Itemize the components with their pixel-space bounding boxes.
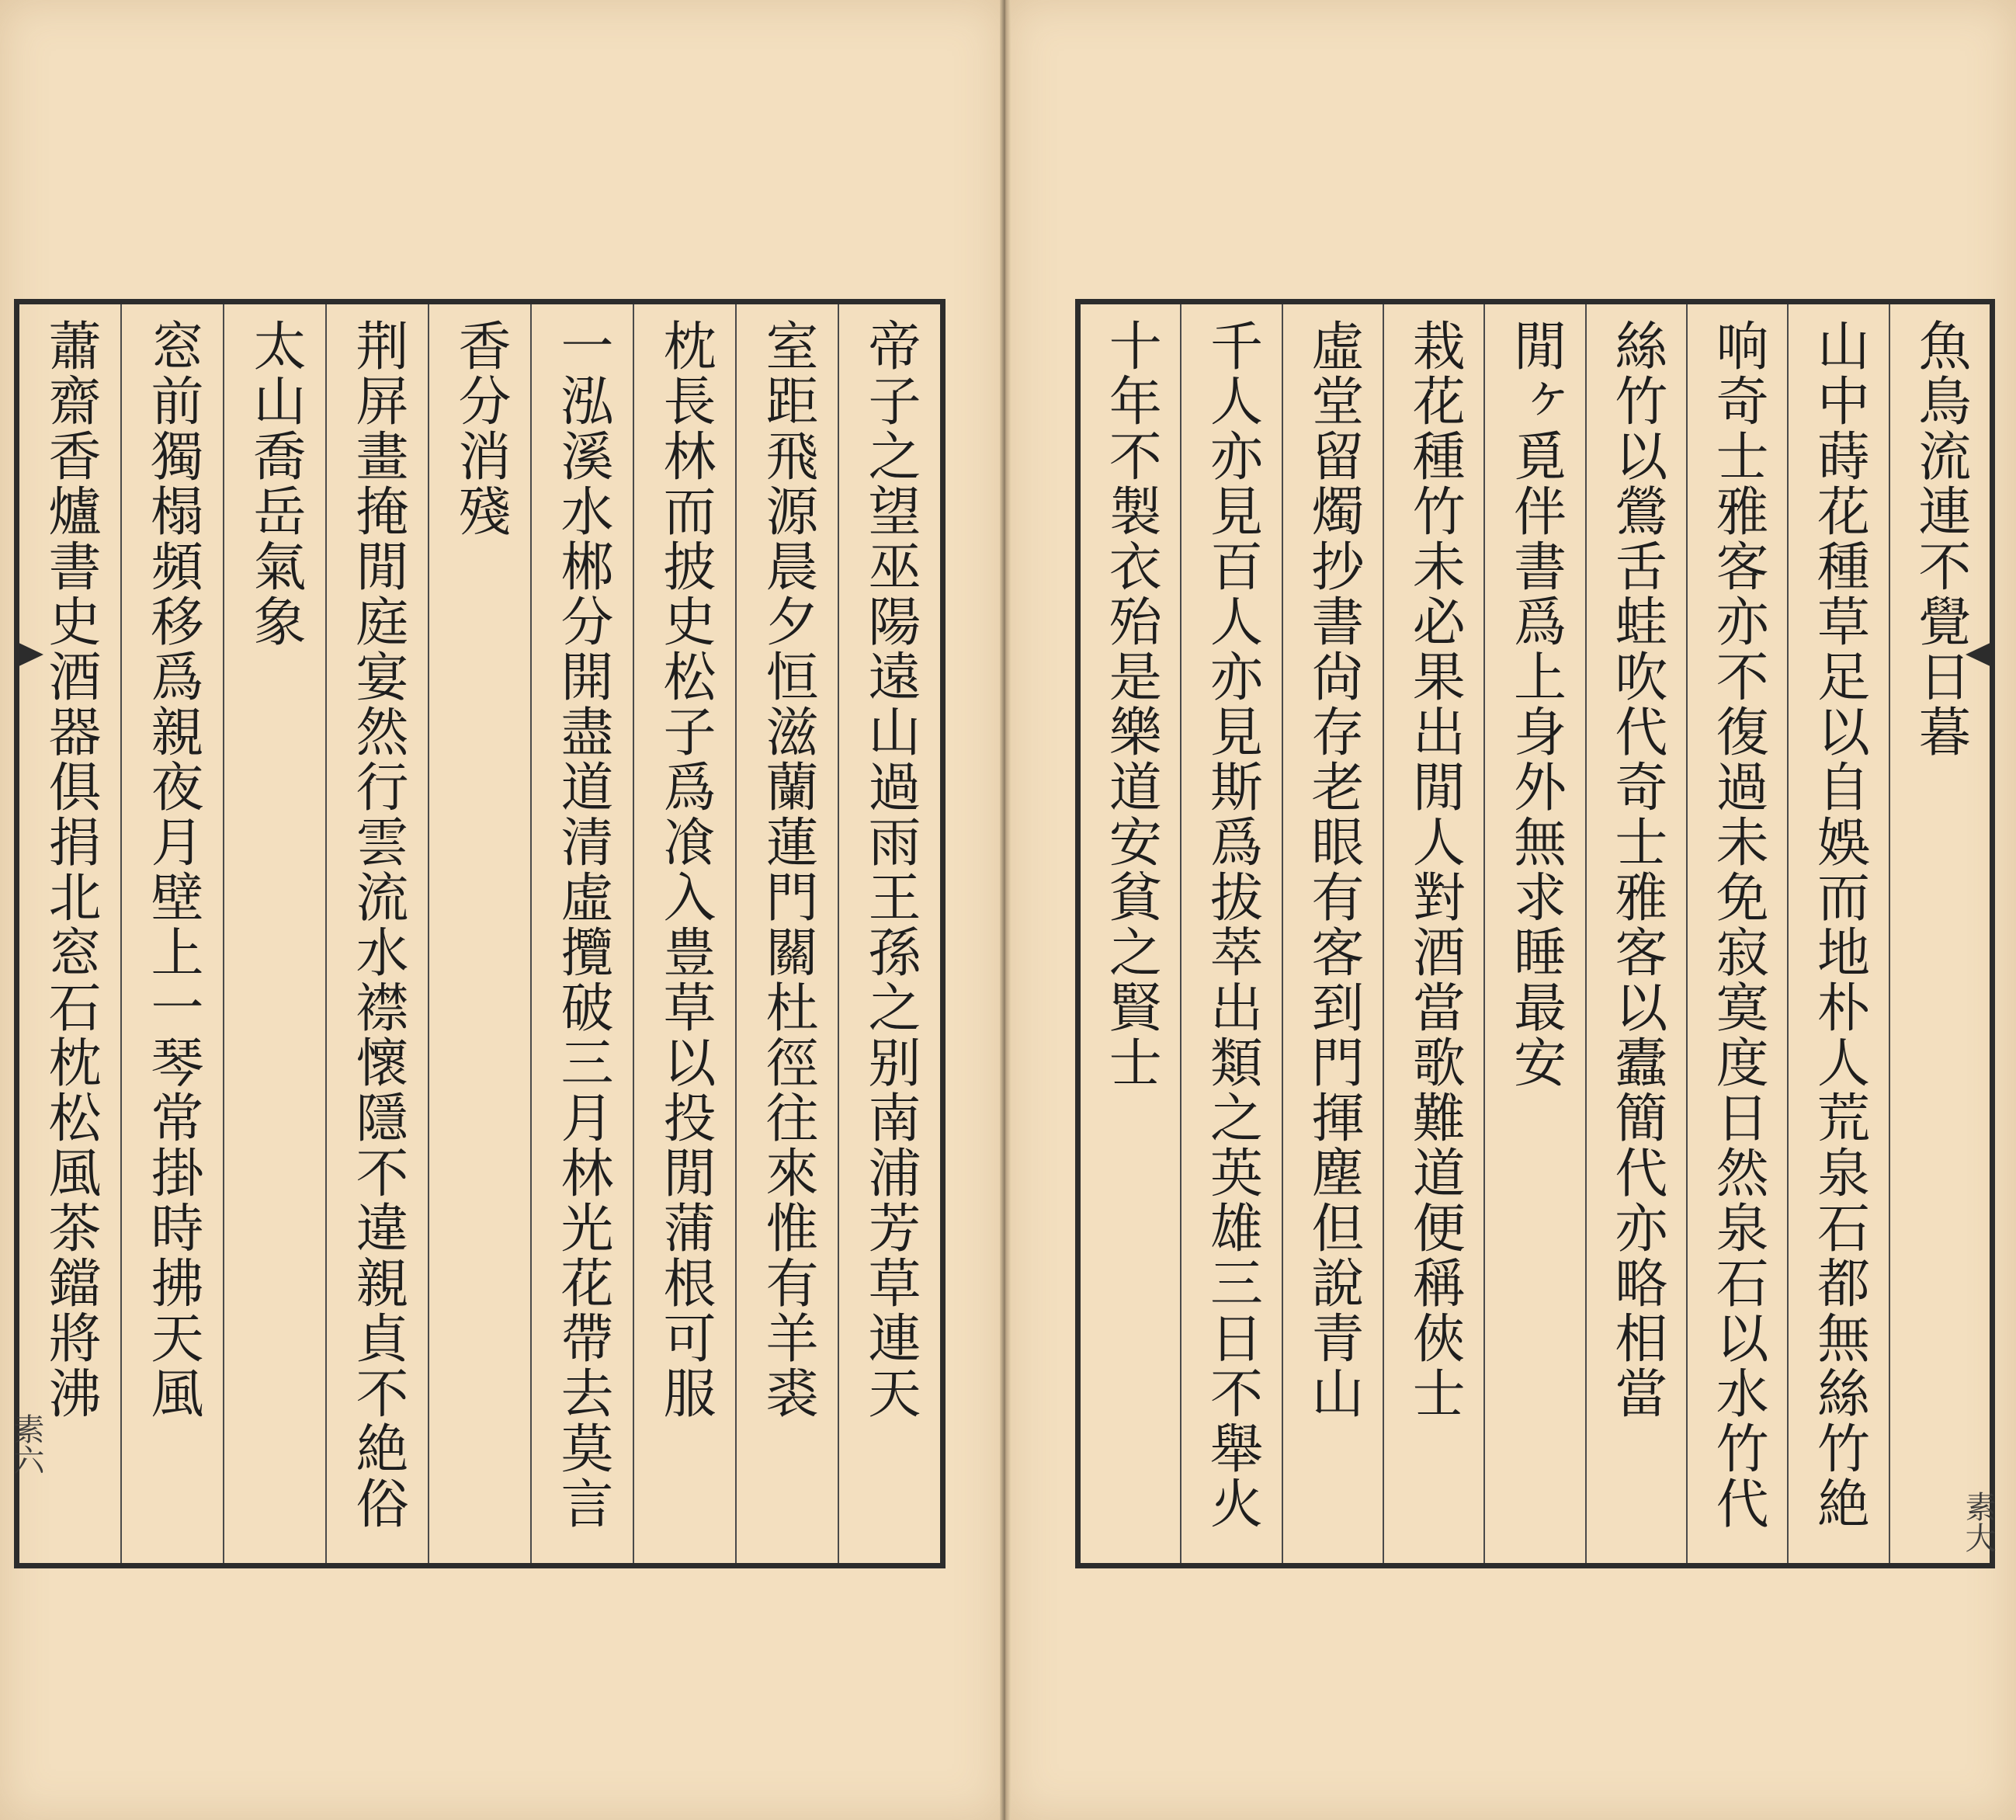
page-margin-mark: 素大 [1960, 1491, 1996, 1553]
text-column [1383, 304, 1483, 1563]
text-column [1483, 304, 1584, 1563]
column-text: 魚鳥流連不覺日暮 [1909, 318, 1971, 759]
column-text: 十年不製衣殆是樂道安貧之賢士 [1100, 318, 1162, 1090]
text-column [1686, 304, 1787, 1563]
column-text: 千人亦見百人亦見斯爲拔萃出類之英雄三日不舉火 [1201, 318, 1263, 1531]
column-text: 窓前獨榻頻移爲親夜月壁上一琴常掛時拂天風 [142, 318, 203, 1421]
text-column [633, 304, 735, 1563]
fishtail-mark [14, 641, 43, 669]
column-text: 虛堂留燭抄書尙存老眼有客到門揮塵但說青山 [1302, 318, 1364, 1421]
text-column [428, 304, 530, 1563]
column-text: 香分消殘 [449, 318, 511, 539]
text-column [19, 304, 120, 1563]
text-column [735, 304, 838, 1563]
column-text: 室距飛源晨夕恒滋蘭蓮門關杜徑往來惟有羊裘 [757, 318, 818, 1421]
fishtail-mark [1966, 641, 1995, 669]
left-text-frame [14, 299, 946, 1568]
column-text: 荆屏畫掩閒庭宴然行雲流水襟懷隱不違親貞不絶俗 [347, 318, 408, 1531]
text-column [1585, 304, 1686, 1563]
page-margin-mark: 素六 [9, 1413, 44, 1475]
column-text: 蕭齋香爐書史酒器俱捐北窓石枕松風茶鐺將沸 [40, 318, 101, 1421]
column-text: 閒ヶ覓伴書爲上身外無求睡最安 [1504, 318, 1567, 1090]
text-column [120, 304, 223, 1563]
text-column [1081, 304, 1180, 1563]
right-text-frame [1075, 299, 1995, 1568]
text-column [1889, 304, 1990, 1563]
column-text: 枕長林而披史松子爲飡入豊草以投閒蒲根可服 [654, 318, 716, 1421]
text-column [1282, 304, 1383, 1563]
column-text: 絲竹以鶯舌蛙吹代奇士雅客以蠹簡代亦略相當 [1605, 318, 1667, 1421]
text-column [223, 304, 325, 1563]
text-column [325, 304, 428, 1563]
book-gutter [1000, 0, 1011, 1820]
column-text: 响奇士雅客亦不復過未免寂寞度日然泉石以水竹代 [1707, 318, 1769, 1531]
text-column [1787, 304, 1888, 1563]
column-text: 山中蒔花種草足以自娛而地朴人荒泉石都無絲竹絶 [1808, 318, 1870, 1531]
column-text: 帝子之望巫陽遠山過雨王孫之别南浦芳草連天 [859, 318, 921, 1421]
column-text: 栽花種竹未必果出閒人對酒當歌難道便稱俠士 [1404, 318, 1466, 1421]
column-text: 一泓溪水郴分開盡道清虛攬破三月林光花帶去莫言 [552, 318, 613, 1531]
text-column [838, 304, 940, 1563]
column-text: 太山喬岳氣象 [245, 318, 306, 649]
text-column [1180, 304, 1281, 1563]
text-column [530, 304, 633, 1563]
